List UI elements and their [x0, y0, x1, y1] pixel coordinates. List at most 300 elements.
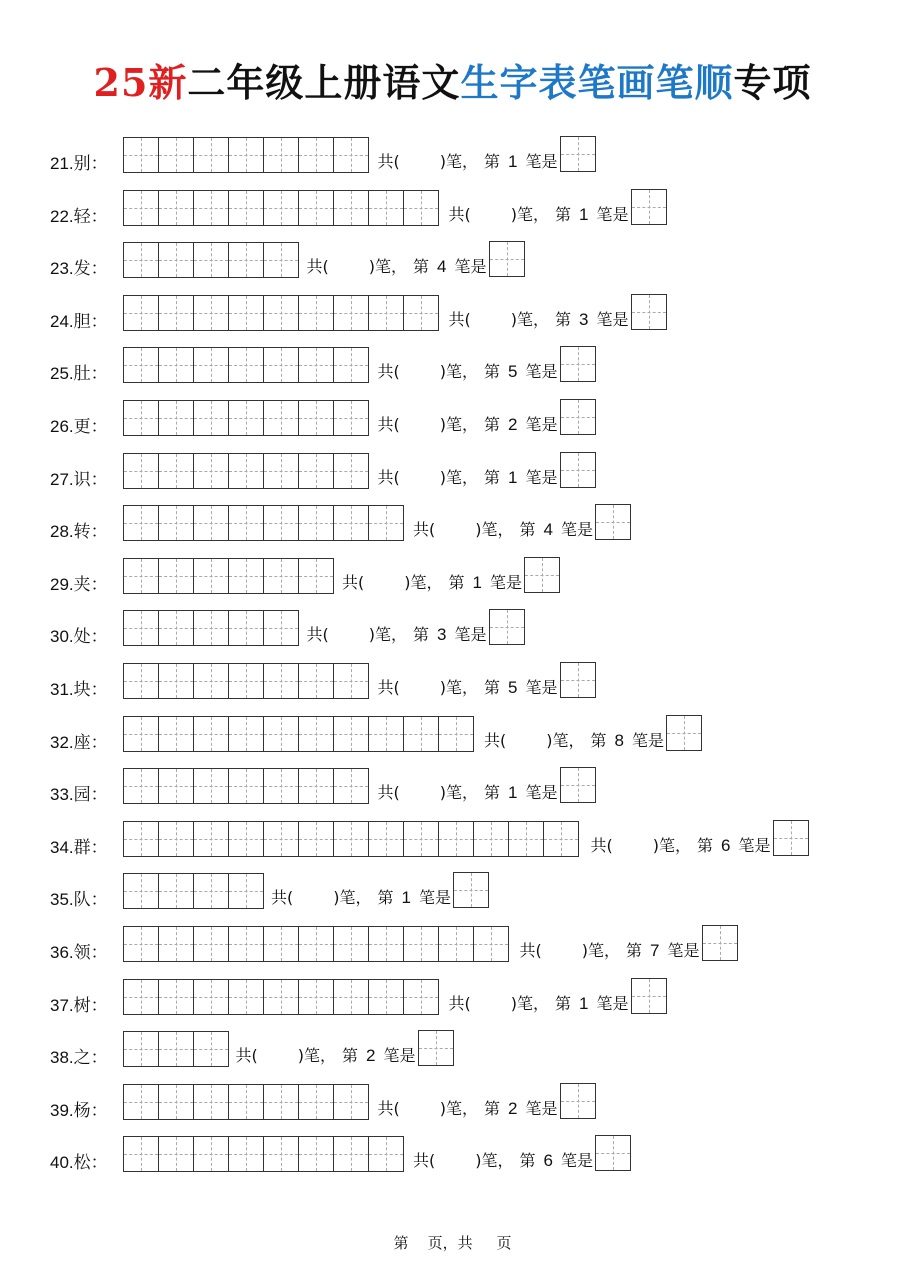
writing-cell[interactable] — [334, 664, 369, 698]
answer-box[interactable] — [524, 557, 560, 593]
writing-cell[interactable] — [159, 664, 194, 698]
writing-cell[interactable] — [194, 191, 229, 225]
row-label — [50, 780, 108, 805]
answer-box[interactable] — [560, 452, 596, 488]
writing-cell[interactable] — [124, 296, 159, 330]
writing-cell[interactable] — [229, 611, 264, 645]
nth-suffix: 笔是 — [489, 572, 522, 592]
nth-prefix: 第 — [590, 730, 607, 750]
writing-cell[interactable] — [229, 664, 264, 698]
total-suffix: )笔， — [581, 941, 620, 960]
stroke-order-grid — [123, 347, 369, 383]
writing-cell[interactable] — [229, 138, 264, 172]
writing-cell[interactable] — [194, 980, 229, 1014]
writing-cell[interactable] — [334, 1085, 369, 1119]
total-prefix: 共( — [448, 309, 471, 329]
answer-box[interactable] — [702, 925, 738, 961]
stroke-order-grid — [123, 979, 439, 1015]
writing-cell[interactable] — [194, 348, 229, 382]
stroke-index: 4 — [543, 520, 553, 540]
writing-cell[interactable] — [264, 611, 299, 645]
answer-box[interactable] — [631, 978, 667, 1014]
writing-cell[interactable] — [229, 296, 264, 330]
total-suffix: )笔， — [510, 204, 549, 224]
total-suffix: )笔， — [510, 309, 549, 329]
writing-cell[interactable] — [159, 243, 194, 277]
row-label — [50, 622, 108, 647]
total-suffix: )笔， — [475, 1151, 514, 1171]
writing-cell[interactable] — [124, 138, 159, 172]
row-character: 之 — [73, 1048, 91, 1069]
writing-cell[interactable] — [334, 506, 369, 540]
total-suffix: )笔， — [546, 730, 585, 750]
row-label — [50, 149, 108, 174]
row-label — [50, 570, 108, 595]
stroke-question — [449, 307, 667, 330]
writing-cell[interactable] — [299, 927, 334, 961]
stroke-question — [378, 149, 596, 172]
writing-cell[interactable] — [369, 980, 404, 1014]
writing-cell[interactable] — [369, 506, 404, 540]
writing-cell[interactable] — [159, 138, 194, 172]
row-character: 发 — [73, 259, 91, 280]
row-character: 别 — [73, 154, 91, 174]
writing-cell[interactable] — [264, 454, 299, 488]
writing-cell[interactable] — [159, 1032, 194, 1066]
row-label — [50, 885, 108, 910]
writing-cell[interactable] — [194, 1137, 229, 1171]
writing-cell[interactable] — [334, 927, 369, 961]
writing-cell[interactable] — [194, 822, 229, 856]
writing-cell[interactable] — [369, 927, 404, 961]
writing-cell[interactable] — [194, 1032, 229, 1066]
row-character: 树 — [73, 995, 91, 1016]
nth-prefix: 第 — [484, 467, 501, 487]
nth-prefix: 第 — [342, 1046, 359, 1066]
writing-cell[interactable] — [194, 559, 229, 593]
stroke-order-grid — [123, 400, 369, 436]
writing-cell[interactable] — [264, 717, 299, 751]
stroke-order-grid — [123, 137, 369, 173]
writing-cell[interactable] — [124, 611, 159, 645]
colon: ： — [90, 154, 108, 174]
writing-cell[interactable] — [299, 191, 334, 225]
writing-cell[interactable] — [194, 769, 229, 803]
answer-box[interactable] — [418, 1030, 454, 1066]
writing-cell[interactable] — [124, 191, 159, 225]
nth-suffix: 笔是 — [596, 993, 629, 1013]
writing-cell[interactable] — [159, 717, 194, 751]
writing-cell[interactable] — [264, 348, 299, 382]
colon: ： — [90, 1153, 108, 1174]
writing-cell[interactable] — [404, 191, 439, 225]
writing-cell[interactable] — [334, 1137, 369, 1171]
colon: ： — [90, 1048, 108, 1069]
total-prefix: 共( — [306, 257, 329, 277]
stroke-order-grid — [123, 926, 509, 962]
writing-cell[interactable] — [194, 138, 229, 172]
writing-cell[interactable] — [264, 1085, 299, 1119]
writing-cell[interactable] — [229, 822, 264, 856]
colon: ： — [90, 995, 108, 1016]
writing-cell[interactable] — [159, 980, 194, 1014]
writing-cell[interactable] — [124, 664, 159, 698]
stroke-index: 1 — [401, 888, 411, 908]
answer-box[interactable] — [773, 820, 809, 856]
writing-cell[interactable] — [159, 454, 194, 488]
writing-cell[interactable] — [229, 401, 264, 435]
stroke-index: 8 — [614, 730, 624, 750]
answer-box[interactable] — [666, 715, 702, 751]
writing-cell[interactable] — [299, 717, 334, 751]
writing-cell[interactable] — [369, 717, 404, 751]
writing-cell[interactable] — [229, 191, 264, 225]
row-character: 领 — [73, 943, 91, 963]
writing-cell[interactable] — [404, 822, 439, 856]
writing-cell[interactable] — [264, 927, 299, 961]
writing-cell[interactable] — [439, 822, 474, 856]
writing-cell[interactable] — [299, 138, 334, 172]
total-suffix: )笔， — [439, 1098, 478, 1118]
total-prefix: 共( — [306, 625, 329, 645]
writing-cell[interactable] — [159, 506, 194, 540]
writing-cell[interactable] — [194, 1085, 229, 1119]
writing-cell[interactable] — [229, 769, 264, 803]
stroke-question — [520, 938, 738, 961]
writing-cell[interactable] — [229, 243, 264, 277]
writing-cell[interactable] — [264, 980, 299, 1014]
stroke-order-grid — [123, 1084, 369, 1120]
answer-box[interactable] — [595, 1135, 631, 1171]
writing-cell[interactable] — [404, 927, 439, 961]
writing-cell[interactable] — [334, 980, 369, 1014]
stroke-question — [307, 622, 525, 645]
colon: ： — [90, 837, 108, 858]
row-character: 杨 — [73, 1100, 91, 1121]
nth-prefix: 第 — [484, 678, 501, 697]
stroke-index: 5 — [508, 678, 518, 697]
writing-cell[interactable] — [124, 506, 159, 540]
writing-cell[interactable] — [264, 506, 299, 540]
nth-prefix: 第 — [555, 309, 572, 329]
answer-box[interactable] — [631, 189, 667, 225]
writing-cell[interactable] — [124, 1032, 159, 1066]
answer-box[interactable] — [489, 241, 525, 277]
writing-cell[interactable] — [159, 348, 194, 382]
writing-cell[interactable] — [439, 717, 474, 751]
stroke-order-grid — [123, 610, 299, 646]
stroke-index: 1 — [579, 993, 589, 1013]
writing-cell[interactable] — [159, 401, 194, 435]
writing-cell[interactable] — [159, 191, 194, 225]
answer-box[interactable] — [560, 136, 596, 172]
answer-box[interactable] — [560, 399, 596, 435]
nth-suffix: 笔是 — [454, 257, 487, 277]
nth-prefix: 第 — [484, 415, 501, 434]
answer-box[interactable] — [489, 609, 525, 645]
writing-cell[interactable] — [299, 506, 334, 540]
nth-prefix: 第 — [448, 572, 465, 592]
row-label — [50, 412, 108, 437]
row-character: 夹 — [73, 574, 91, 595]
nth-prefix: 第 — [413, 257, 430, 277]
stroke-question — [378, 1096, 596, 1119]
writing-cell[interactable] — [159, 296, 194, 330]
row-label — [50, 359, 108, 384]
row-character: 园 — [73, 785, 91, 806]
writing-cell[interactable] — [369, 1137, 404, 1171]
writing-cell[interactable] — [229, 454, 264, 488]
writing-cell[interactable] — [264, 822, 299, 856]
row-number: 24. — [50, 311, 74, 331]
writing-cell[interactable] — [159, 769, 194, 803]
stroke-order-grid — [123, 295, 439, 331]
writing-cell[interactable] — [229, 927, 264, 961]
row-number: 32. — [50, 732, 74, 752]
writing-cell[interactable] — [194, 506, 229, 540]
writing-cell[interactable] — [194, 927, 229, 961]
nth-suffix: 笔是 — [525, 152, 558, 171]
row-number: 33. — [50, 785, 74, 805]
nth-suffix: 笔是 — [596, 204, 629, 224]
writing-cell[interactable] — [299, 980, 334, 1014]
stroke-order-grid — [123, 1031, 229, 1067]
row-number: 40. — [50, 1153, 74, 1173]
writing-cell[interactable] — [439, 927, 474, 961]
writing-cell[interactable] — [194, 454, 229, 488]
writing-cell[interactable] — [159, 874, 194, 908]
row-label — [50, 202, 108, 227]
writing-cell[interactable] — [299, 664, 334, 698]
writing-cell[interactable] — [194, 296, 229, 330]
stroke-index: 3 — [579, 309, 589, 329]
row-character: 松 — [73, 1153, 91, 1174]
stroke-order-grid — [123, 821, 579, 857]
colon: ： — [90, 890, 108, 911]
writing-cell[interactable] — [124, 1085, 159, 1119]
writing-cell[interactable] — [299, 454, 334, 488]
writing-cell[interactable] — [334, 822, 369, 856]
writing-cell[interactable] — [229, 1137, 264, 1171]
row-label — [50, 1043, 108, 1068]
nth-prefix: 第 — [484, 152, 501, 171]
writing-cell[interactable] — [159, 1085, 194, 1119]
writing-cell[interactable] — [124, 874, 159, 908]
total-prefix: 共( — [377, 783, 400, 803]
row-number: 28. — [50, 522, 74, 542]
writing-cell[interactable] — [124, 559, 159, 593]
writing-cell[interactable] — [124, 454, 159, 488]
writing-cell[interactable] — [229, 506, 264, 540]
row-number: 35. — [50, 890, 74, 910]
nth-prefix: 第 — [555, 204, 572, 224]
writing-cell[interactable] — [229, 980, 264, 1014]
writing-cell[interactable] — [124, 243, 159, 277]
writing-cell[interactable] — [229, 559, 264, 593]
nth-prefix: 第 — [484, 362, 501, 382]
row-label — [50, 517, 108, 542]
writing-cell[interactable] — [474, 822, 509, 856]
writing-cell[interactable] — [229, 1085, 264, 1119]
writing-cell[interactable] — [334, 138, 369, 172]
stroke-question — [413, 517, 631, 540]
writing-cell[interactable] — [264, 243, 299, 277]
nth-suffix: 笔是 — [525, 678, 558, 697]
writing-cell[interactable] — [474, 927, 509, 961]
writing-cell[interactable] — [159, 822, 194, 856]
writing-cell[interactable] — [334, 348, 369, 382]
nth-suffix: 笔是 — [525, 362, 558, 382]
writing-cell[interactable] — [264, 401, 299, 435]
writing-cell[interactable] — [299, 1137, 334, 1171]
writing-cell[interactable] — [299, 296, 334, 330]
writing-cell[interactable] — [194, 401, 229, 435]
total-prefix: 共( — [377, 678, 400, 697]
stroke-index: 6 — [721, 835, 731, 855]
writing-cell[interactable] — [334, 191, 369, 225]
total-prefix: 共( — [484, 730, 507, 750]
answer-box[interactable] — [631, 294, 667, 330]
row-label — [50, 1096, 108, 1121]
total-suffix: )笔， — [439, 783, 478, 803]
total-prefix: 共( — [519, 941, 542, 960]
writing-cell[interactable] — [264, 138, 299, 172]
writing-cell[interactable] — [194, 243, 229, 277]
writing-cell[interactable] — [124, 980, 159, 1014]
writing-cell[interactable] — [229, 717, 264, 751]
writing-cell[interactable] — [124, 401, 159, 435]
writing-cell[interactable] — [509, 822, 544, 856]
writing-cell[interactable] — [264, 191, 299, 225]
stroke-question — [449, 202, 667, 225]
total-suffix: )笔， — [439, 152, 478, 171]
writing-cell[interactable] — [299, 769, 334, 803]
row-number: 22. — [50, 206, 74, 226]
stroke-order-grid — [123, 242, 299, 278]
writing-cell[interactable] — [159, 559, 194, 593]
colon: ： — [90, 469, 108, 490]
answer-box[interactable] — [560, 767, 596, 803]
nth-prefix: 第 — [413, 625, 430, 645]
writing-cell[interactable] — [299, 348, 334, 382]
colon: ： — [90, 627, 108, 648]
answer-box[interactable] — [595, 504, 631, 540]
writing-cell[interactable] — [369, 296, 404, 330]
writing-cell[interactable] — [404, 296, 439, 330]
total-prefix: 共( — [413, 1151, 436, 1171]
writing-cell[interactable] — [159, 927, 194, 961]
row-label — [50, 938, 108, 963]
writing-cell[interactable] — [194, 874, 229, 908]
total-suffix: )笔， — [333, 888, 372, 908]
writing-cell[interactable] — [404, 717, 439, 751]
writing-cell[interactable] — [124, 348, 159, 382]
row-number: 36. — [50, 943, 74, 962]
writing-cell[interactable] — [159, 611, 194, 645]
stroke-question — [449, 991, 667, 1014]
stroke-question — [271, 885, 489, 908]
stroke-order-grid — [123, 505, 404, 541]
writing-cell[interactable] — [544, 822, 579, 856]
nth-suffix: 笔是 — [418, 888, 451, 908]
writing-cell[interactable] — [334, 717, 369, 751]
writing-cell[interactable] — [124, 1137, 159, 1171]
writing-cell[interactable] — [124, 717, 159, 751]
nth-suffix: 笔是 — [596, 309, 629, 329]
writing-cell[interactable] — [194, 717, 229, 751]
writing-cell[interactable] — [264, 1137, 299, 1171]
writing-cell[interactable] — [299, 401, 334, 435]
answer-box[interactable] — [560, 346, 596, 382]
stroke-question — [591, 833, 809, 856]
colon: ： — [90, 680, 108, 700]
row-number: 34. — [50, 837, 74, 857]
row-character: 块 — [73, 680, 91, 700]
colon: ： — [90, 206, 108, 227]
total-prefix: 共( — [377, 362, 400, 382]
nth-suffix: 笔是 — [560, 520, 593, 540]
writing-cell[interactable] — [404, 980, 439, 1014]
stroke-question — [378, 359, 596, 382]
stroke-order-grid — [123, 558, 334, 594]
writing-cell[interactable] — [334, 454, 369, 488]
row-number: 29. — [50, 574, 74, 594]
writing-cell[interactable] — [334, 296, 369, 330]
row-number: 26. — [50, 417, 74, 436]
row-number: 21. — [50, 154, 74, 173]
writing-cell[interactable] — [229, 874, 264, 908]
writing-cell[interactable] — [299, 822, 334, 856]
row-character: 更 — [73, 417, 91, 437]
writing-cell[interactable] — [264, 559, 299, 593]
stroke-index: 1 — [508, 467, 518, 487]
writing-cell[interactable] — [369, 191, 404, 225]
writing-cell[interactable] — [334, 401, 369, 435]
writing-cell[interactable] — [194, 611, 229, 645]
row-label — [50, 254, 108, 279]
stroke-index: 1 — [508, 152, 518, 171]
stroke-order-grid — [123, 190, 439, 226]
stroke-question — [413, 1148, 631, 1171]
writing-cell[interactable] — [124, 822, 159, 856]
writing-cell[interactable] — [194, 664, 229, 698]
stroke-question — [378, 675, 596, 698]
total-suffix: )笔， — [297, 1046, 336, 1066]
writing-cell[interactable] — [264, 664, 299, 698]
answer-box[interactable] — [560, 1083, 596, 1119]
total-prefix: 共( — [590, 835, 613, 855]
writing-cell[interactable] — [124, 927, 159, 961]
writing-cell[interactable] — [159, 1137, 194, 1171]
answer-box[interactable] — [560, 662, 596, 698]
stroke-order-grid — [123, 716, 474, 752]
nth-prefix: 第 — [484, 783, 501, 803]
answer-box[interactable] — [453, 872, 489, 908]
stroke-index: 5 — [508, 362, 518, 382]
stroke-index: 3 — [437, 625, 447, 645]
writing-cell[interactable] — [299, 1085, 334, 1119]
writing-cell[interactable] — [334, 769, 369, 803]
writing-cell[interactable] — [299, 559, 334, 593]
writing-cell[interactable] — [369, 822, 404, 856]
nth-prefix: 第 — [484, 1098, 501, 1118]
writing-cell[interactable] — [264, 769, 299, 803]
writing-cell[interactable] — [229, 348, 264, 382]
total-prefix: 共( — [377, 415, 400, 434]
writing-cell[interactable] — [264, 296, 299, 330]
total-suffix: )笔， — [652, 835, 691, 855]
writing-cell[interactable] — [124, 769, 159, 803]
